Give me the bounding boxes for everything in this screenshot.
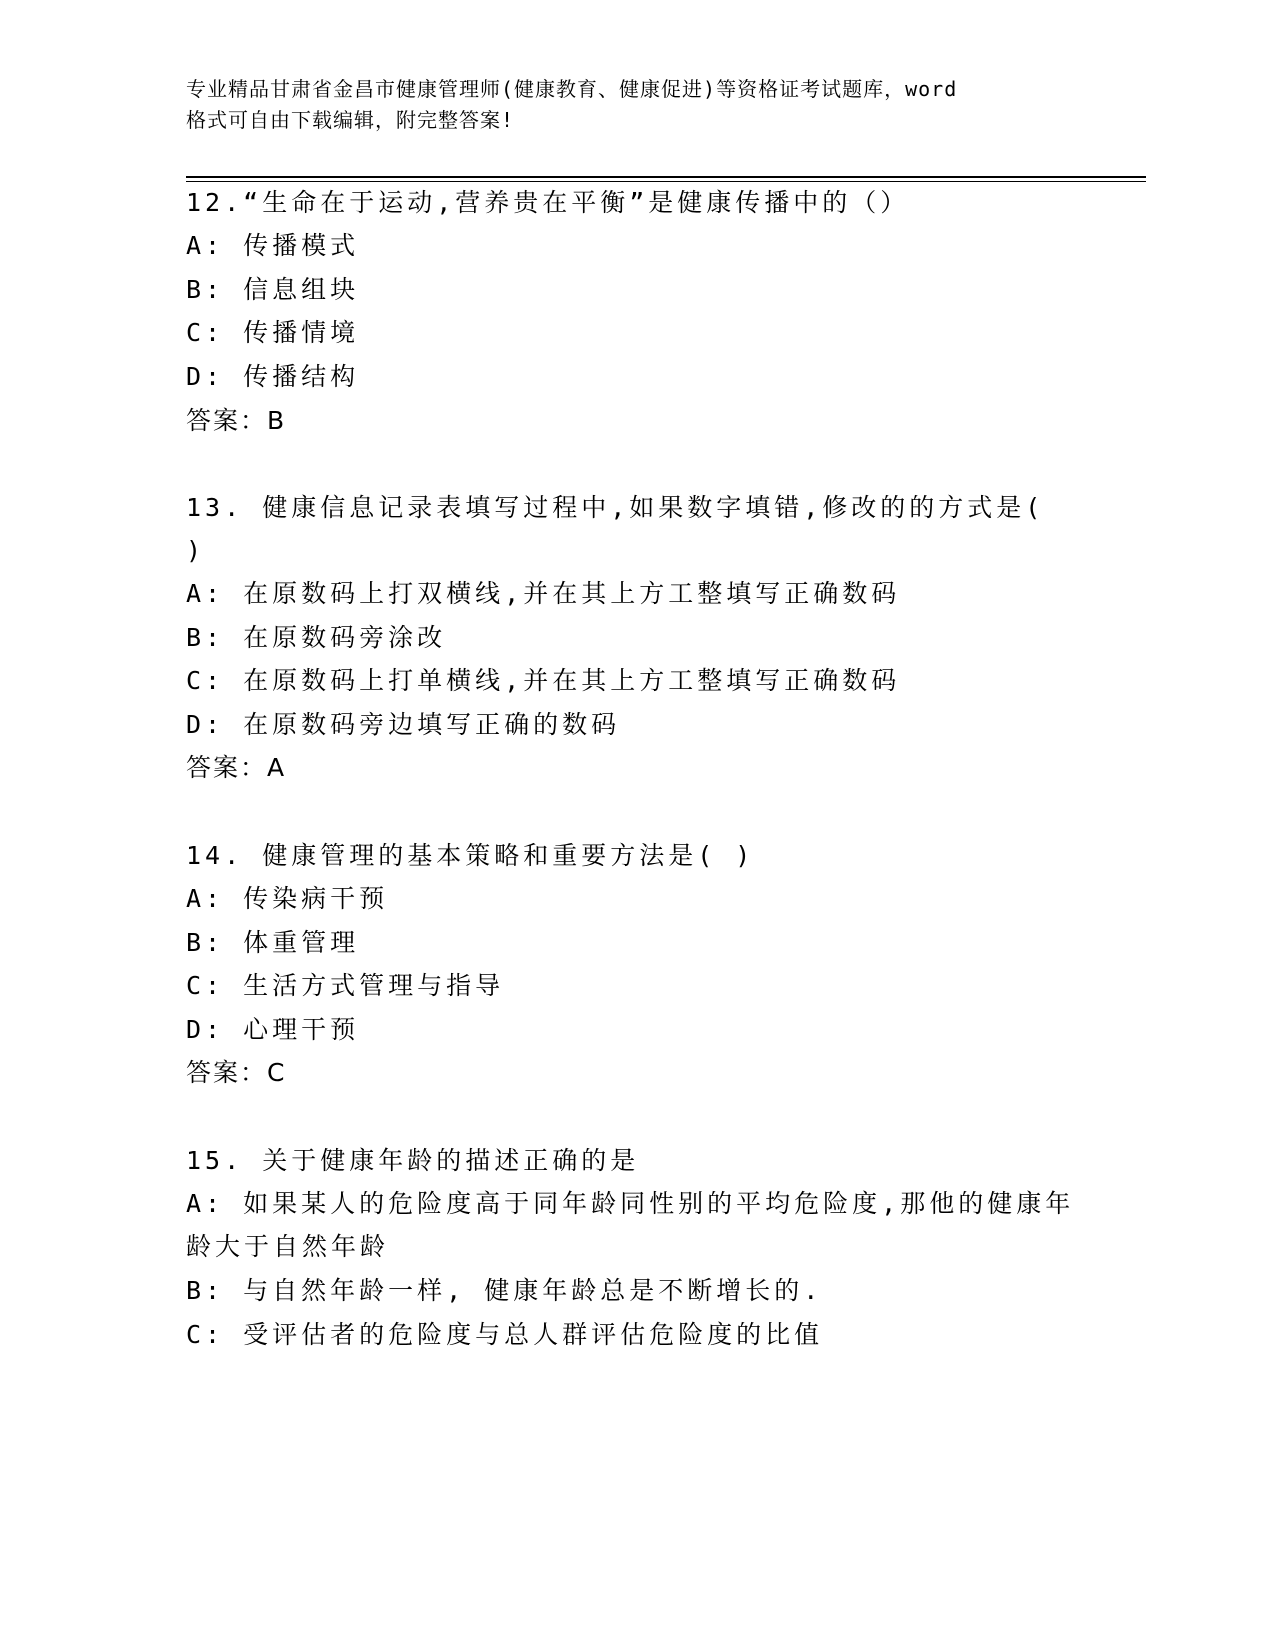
document-header: [186, 74, 1086, 136]
header-line-1: 专业精品甘肃省金昌市健康管理师(健康教育、健康促进)等资格证考试题库，word: [186, 77, 958, 101]
question-14-answer: 答案：C: [186, 1058, 287, 1087]
question-13-stem-cont: ): [186, 536, 206, 565]
question-13-option-b: B: 在原数码旁涂改: [186, 623, 447, 652]
question-15-stem: 15. 关于健康年龄的描述正确的是: [186, 1146, 640, 1175]
header-divider-thin: [186, 181, 1146, 182]
question-13-stem: 13. 健康信息记录表填写过程中,如果数字填错,修改的的方式是(: [186, 493, 1045, 522]
question-14-option-d: D: 心理干预: [186, 1015, 360, 1044]
question-13-option-c: C: 在原数码上打单横线,并在其上方工整填写正确数码: [186, 666, 901, 695]
question-15-option-a: A: 如果某人的危险度高于同年龄同性别的平均危险度,那他的健康年: [186, 1189, 1075, 1218]
header-line-2: 格式可自由下载编辑，附完整答案!: [186, 108, 515, 132]
question-14-option-c: C: 生活方式管理与指导: [186, 971, 505, 1000]
question-12-answer: 答案：B: [186, 406, 287, 435]
question-12-option-a: A: 传播模式: [186, 231, 360, 260]
question-13-option-a: A: 在原数码上打双横线,并在其上方工整填写正确数码: [186, 579, 901, 608]
question-12-option-c: C: 传播情境: [186, 318, 360, 347]
question-14-stem: 14. 健康管理的基本策略和重要方法是( ): [186, 841, 755, 870]
question-15-option-c: C: 受评估者的危险度与总人群评估危险度的比值: [186, 1320, 824, 1349]
header-divider-thick: [186, 176, 1146, 178]
question-14-option-b: B: 体重管理: [186, 928, 360, 957]
question-12-option-b: B: 信息组块: [186, 275, 360, 304]
question-13-option-d: D: 在原数码旁边填写正确的数码: [186, 710, 621, 739]
question-13-answer: 答案：A: [186, 753, 287, 782]
question-14-option-a: A: 传染病干预: [186, 884, 389, 913]
question-15-option-b: B: 与自然年龄一样, 健康年龄总是不断增长的.: [186, 1276, 823, 1305]
question-15-option-a-cont: 龄大于自然年龄: [186, 1232, 390, 1261]
question-12-option-d: D: 传播结构: [186, 362, 360, 391]
question-12-stem: 12.“生命在于运动,营养贵在平衡”是健康传播中的（）: [186, 188, 910, 217]
